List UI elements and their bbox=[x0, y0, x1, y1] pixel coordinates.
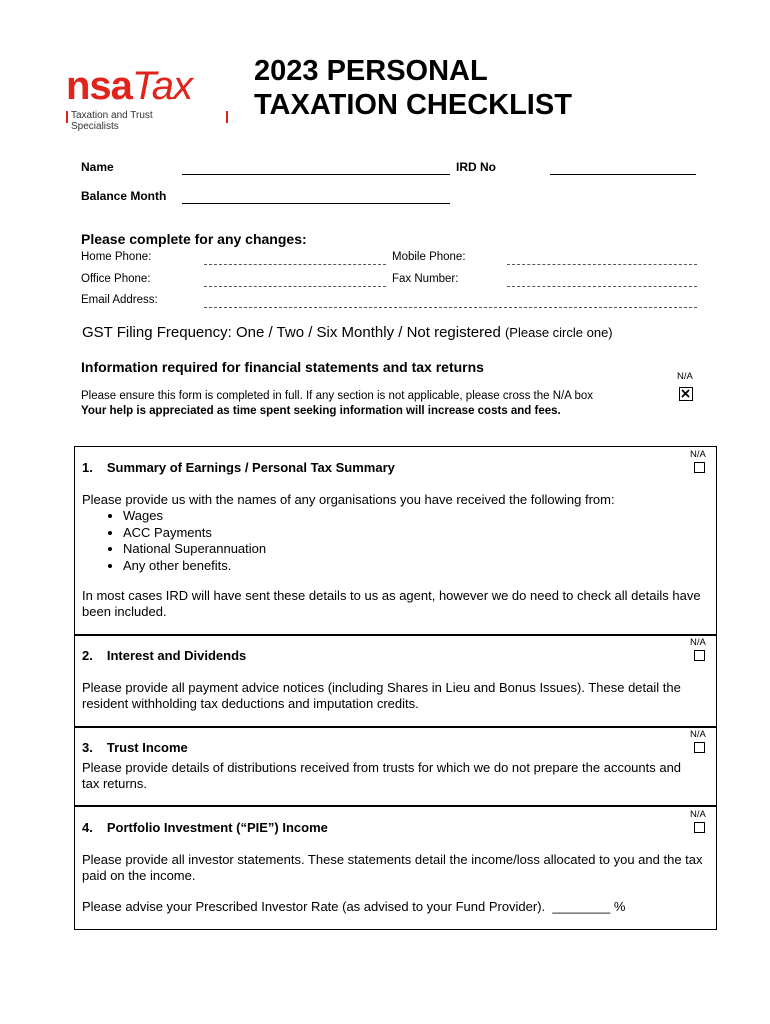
info-instruction: Please ensure this form is completed in full. If any section is not applicable, please cross the N/A box bbox=[81, 390, 594, 402]
info-na-label: N/A bbox=[677, 371, 693, 382]
section-4-na-label: N/A bbox=[690, 809, 706, 820]
section-earnings bbox=[74, 446, 717, 636]
section-1-heading: 1. Summary of Earnings / Personal Tax Summary bbox=[82, 460, 395, 475]
info-heading: Information required for financial statements and tax returns bbox=[81, 359, 484, 375]
mobile-phone-field[interactable] bbox=[507, 264, 697, 265]
section-4-na-checkbox[interactable] bbox=[694, 822, 705, 833]
name-field[interactable] bbox=[182, 174, 450, 175]
mobile-phone-label: Mobile Phone: bbox=[392, 251, 466, 263]
section-2-body: Please provide all payment advice notices (including Shares in Lieu and Bonus Issues). These detail the resident withholding tax deductions and imputation credits. bbox=[82, 680, 681, 711]
section-3-heading: 3. Trust Income bbox=[82, 740, 188, 755]
logo-tagline: Taxation and Trust Specialists bbox=[71, 110, 153, 132]
gst-filing-frequency[interactable]: GST Filing Frequency: One / Two / Six Monthly / Not registered (Please circle one) bbox=[82, 324, 613, 341]
ird-label: IRD No bbox=[456, 160, 496, 174]
section-1-footer: In most cases IRD will have sent these details to us as agent, however we do need to check all details have been included. bbox=[82, 588, 701, 619]
logo-wordmark: nsaTax bbox=[66, 64, 192, 108]
section-4-heading: 4. Portfolio Investment (“PIE”) Income bbox=[82, 820, 328, 835]
office-phone-field[interactable] bbox=[204, 286, 386, 287]
checked-x-icon bbox=[680, 388, 691, 399]
list-item: • Any other benefits. bbox=[123, 558, 266, 575]
section-1-bullet-list bbox=[75, 508, 266, 574]
section-3-na-label: N/A bbox=[690, 729, 706, 740]
info-note: Your help is appreciated as time spent seeking information will increase costs and fees. bbox=[81, 405, 561, 417]
section-3-body: Please provide details of distributions received from trusts for which we do not prepare the accounts and tax returns. bbox=[82, 760, 682, 791]
section-interest-dividends bbox=[74, 634, 717, 728]
list-item: • ACC Payments bbox=[123, 525, 266, 542]
email-address-label: Email Address: bbox=[81, 294, 158, 306]
fax-number-field[interactable] bbox=[507, 286, 697, 287]
section-portfolio-investment bbox=[74, 806, 717, 930]
changes-heading: Please complete for any changes: bbox=[81, 231, 307, 247]
section-3-na-checkbox[interactable] bbox=[694, 742, 705, 753]
fax-number-label: Fax Number: bbox=[392, 273, 459, 285]
section-2-na-label: N/A bbox=[690, 637, 706, 648]
section-2-heading: 2. Interest and Dividends bbox=[82, 648, 247, 663]
home-phone-field[interactable] bbox=[204, 264, 386, 265]
section-2-na-checkbox[interactable] bbox=[694, 650, 705, 661]
section-4-body: Please provide all investor statements. These statements detail the income/loss allocated to you and the tax paid on the income. bbox=[82, 852, 703, 883]
investor-rate-field[interactable]: ________ bbox=[552, 899, 611, 914]
home-phone-label: Home Phone: bbox=[81, 251, 152, 263]
name-label: Name bbox=[81, 160, 114, 174]
page-title: 2023 PERSONAL TAXATION CHECKLIST bbox=[254, 55, 572, 121]
office-phone-label: Office Phone: bbox=[81, 273, 151, 285]
logo bbox=[66, 64, 192, 132]
balance-month-field[interactable] bbox=[182, 203, 450, 204]
ird-field[interactable] bbox=[550, 174, 696, 175]
section-4-rate: Please advise your Prescribed Investor Rate (as advised to your Fund Provider). ________ % bbox=[82, 899, 626, 914]
info-na-checkbox[interactable] bbox=[679, 387, 693, 401]
list-item: • National Superannuation bbox=[123, 541, 266, 558]
email-address-field[interactable] bbox=[204, 307, 697, 308]
section-1-intro: Please provide us with the names of any organisations you have received the following from: bbox=[82, 492, 615, 507]
section-1-na-checkbox[interactable] bbox=[694, 462, 705, 473]
section-1-na-label: N/A bbox=[690, 449, 706, 460]
section-trust-income bbox=[74, 726, 717, 806]
balance-month-label: Balance Month bbox=[81, 189, 167, 203]
list-item: • Wages bbox=[123, 508, 266, 525]
